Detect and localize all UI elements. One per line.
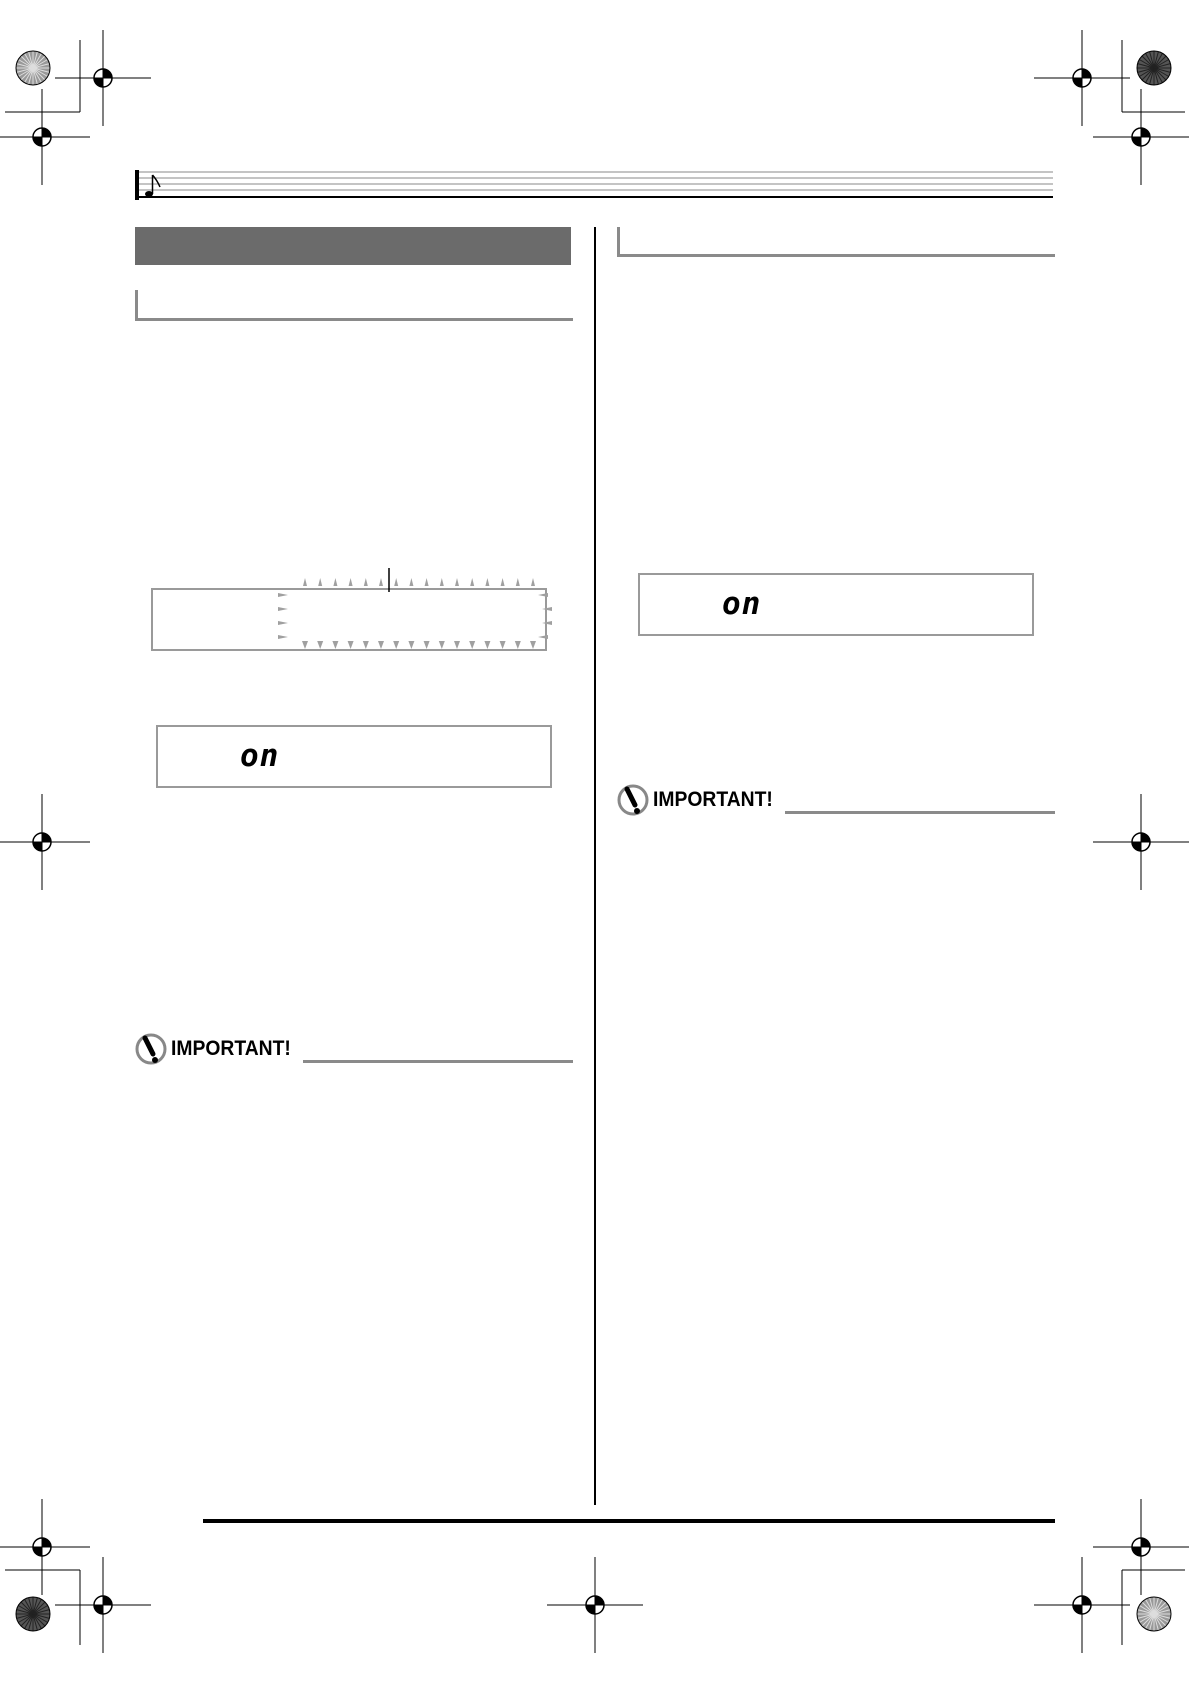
lcd-blink-tick-left	[278, 593, 288, 597]
lcd-blink-tick-bottom	[348, 641, 354, 649]
lcd-blink-tick-bottom	[317, 641, 323, 649]
lcd-blink-tick-bottom	[393, 641, 399, 649]
column-divider	[594, 227, 596, 1505]
lcd-display-left	[156, 725, 552, 788]
exclamation-circle-icon	[135, 1033, 167, 1065]
lcd-blink-tick-bottom	[332, 641, 338, 649]
printer-color-wheel-icon	[16, 51, 50, 85]
music-staff-note-icon	[135, 170, 1053, 200]
lcd-blink-tick-bottom	[530, 641, 536, 649]
lcd-blink-indicators	[151, 588, 547, 651]
lcd-display-right	[638, 573, 1034, 636]
important-heading-right	[617, 783, 1055, 817]
subsection-heading-right	[617, 227, 1055, 257]
section-header-bar	[135, 227, 571, 265]
registration-crosshair-icon	[1093, 89, 1189, 185]
lcd-blink-tick-left	[278, 607, 288, 611]
printer-color-wheel-icon	[1137, 1597, 1171, 1631]
lcd-blink-tick-bottom	[378, 641, 384, 649]
registration-crosshair-icon	[55, 1557, 151, 1653]
lcd-blink-tick-left	[278, 635, 288, 639]
registration-crosshair-icon	[0, 89, 90, 185]
lcd-blink-tick-right	[538, 593, 548, 597]
lcd-blink-tick-bottom	[408, 641, 414, 649]
lcd-display-blinking	[151, 588, 547, 651]
lcd-blink-tick-bottom	[515, 641, 521, 649]
lcd-blink-tick-bottom	[500, 641, 506, 649]
registration-crosshair-icon	[547, 1557, 643, 1653]
lcd-blink-tick-bottom	[424, 641, 430, 649]
lcd-blink-tick-bottom	[484, 641, 490, 649]
registration-crosshair-icon	[1093, 1499, 1189, 1595]
exclamation-circle-icon	[617, 784, 649, 816]
footer-rule	[203, 1519, 1055, 1523]
important-label: IMPORTANT!	[653, 788, 773, 811]
lcd-blink-tick-bottom	[454, 641, 460, 649]
lcd-blink-tick-left	[278, 621, 288, 625]
important-rule	[303, 1060, 573, 1063]
subsection-heading-left	[135, 290, 573, 321]
registration-crosshair-icon	[0, 794, 90, 890]
registration-crosshair-icon	[0, 1499, 90, 1595]
lcd-blink-tick-bottom	[302, 641, 308, 649]
printer-color-wheel-icon	[1137, 51, 1171, 85]
lcd-blink-tick-right	[538, 635, 548, 639]
important-label: IMPORTANT!	[171, 1037, 291, 1060]
registration-crosshair-icon	[1093, 794, 1189, 890]
registration-crosshair-icon	[1034, 1557, 1130, 1653]
important-heading-left	[135, 1032, 573, 1066]
lcd-blink-tick-bottom	[363, 641, 369, 649]
lcd-blink-tick-bottom	[469, 641, 475, 649]
lcd-value-text: on	[240, 738, 280, 774]
important-rule	[785, 811, 1055, 814]
printer-color-wheel-icon	[16, 1597, 50, 1631]
lcd-value-text: on	[722, 586, 762, 622]
lcd-blink-tick-bottom	[439, 641, 445, 649]
registration-crosshair-icon	[1034, 30, 1130, 126]
